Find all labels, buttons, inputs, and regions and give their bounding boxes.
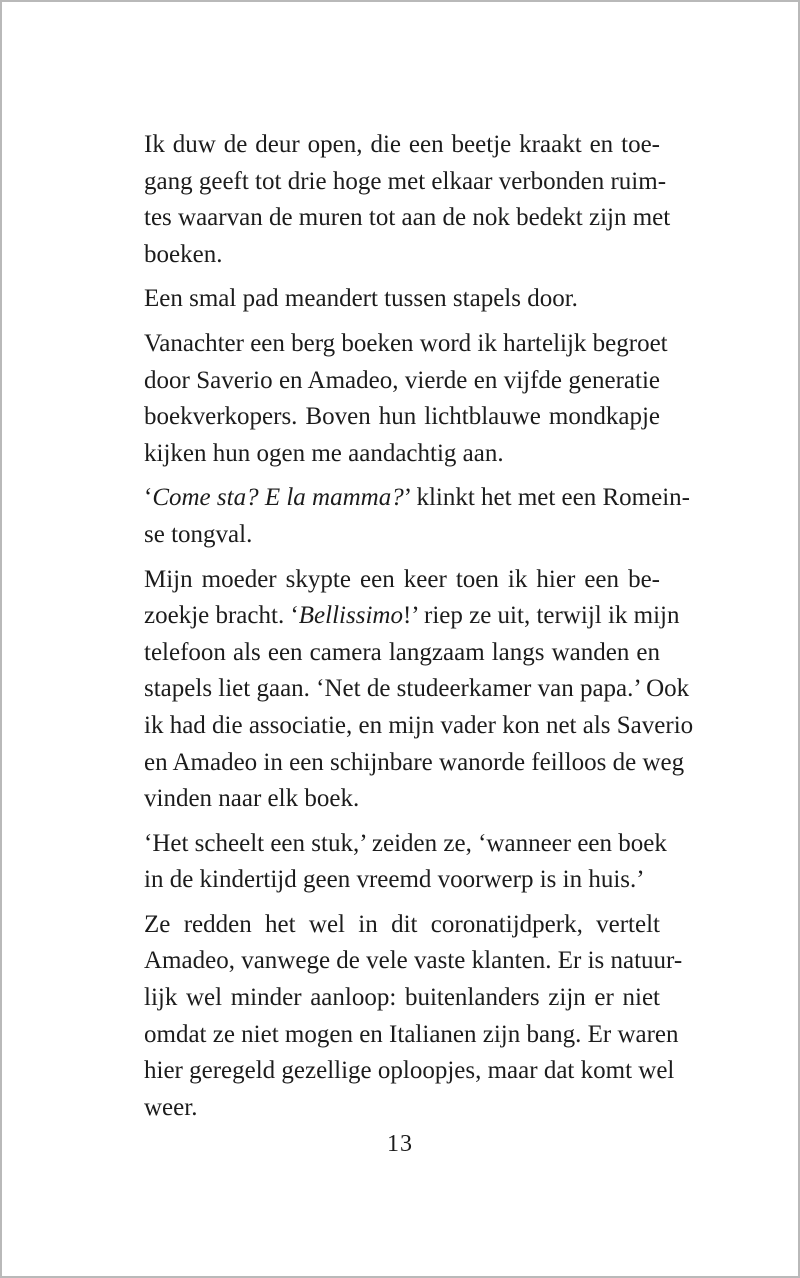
italic-quote: Come sta? E la mamma? [152,484,404,512]
text-line: Ze redden het wel in dit coronatijdperk, vertelt [144,910,660,938]
text-line [144,480,690,517]
paragraph [144,562,694,818]
text-line: boekverkopers. Boven hun lichtblauwe mondkapje [144,403,660,431]
page-number: 13 [387,1131,413,1157]
text-line: vinden naar elk boek. [144,785,360,813]
quote-open: ‘ [144,484,153,512]
paragraph [144,480,690,553]
text-line: hier geregeld gezellige oploopjes, maar dat komt wel [144,1057,675,1085]
text-fragment: ’ klinkt het met een Romein- [403,484,690,512]
text-line: Amadeo, vanwege de vele vaste klanten. Er is natuur- [144,947,683,975]
text-line: stapels liet gaan. ‘Net de studeerkamer van papa.’ Ook [144,675,690,703]
text-line: Vanachter een berg boeken word ik hartelijk begroet [144,329,668,357]
paragraph [144,326,668,472]
text-line: gang geeft tot drie hoge met elkaar verbonden ruim- [144,167,667,195]
paragraph [144,127,671,273]
text-line: tes waarvan de muren tot aan de nok bedekt zijn met [144,204,671,232]
italic-word: Bellissimo [298,602,403,630]
text-line: Een smal pad meandert tussen stapels door. [144,285,578,313]
text-line: omdat ze niet mogen en Italianen zijn bang. Er waren [144,1020,679,1048]
text-line: weer. [144,1093,198,1121]
body-text [144,127,694,1134]
text-fragment: zoekje bracht. ‘ [144,602,299,630]
text-line: en Amadeo in een schijnbare wanorde feilloos de weg [144,748,685,776]
text-line: Mijn moeder skypte een keer toen ik hier een be- [144,565,660,593]
text-line: se tongval. [144,520,253,548]
text-line: ‘Het scheelt een stuk,’ zeiden ze, ‘wanneer een boek [144,829,667,857]
text-line: Ik duw de deur open, die een beetje kraakt en toe- [144,131,660,158]
paragraph [144,907,683,1127]
text-line: ik had die associatie, en mijn vader kon net als Saverio [144,711,694,739]
text-line: lijk wel minder aanloop: buitenlanders zijn er niet [144,984,660,1012]
paragraph [144,826,667,899]
paragraph [144,281,660,318]
text-line: in de kindertijd geen vreemd voorwerp is in huis.’ [144,866,645,894]
text-line: door Saverio en Amadeo, vierde en vijfde generatie [144,366,660,394]
text-line: boeken. [144,240,223,268]
text-line [144,598,680,635]
text-line: telefoon als een camera langzaam langs wanden en [144,638,660,666]
text-line: kijken hun ogen me aandachtig aan. [144,439,504,467]
text-fragment: !’ riep ze uit, terwijl ik mijn [402,602,680,630]
